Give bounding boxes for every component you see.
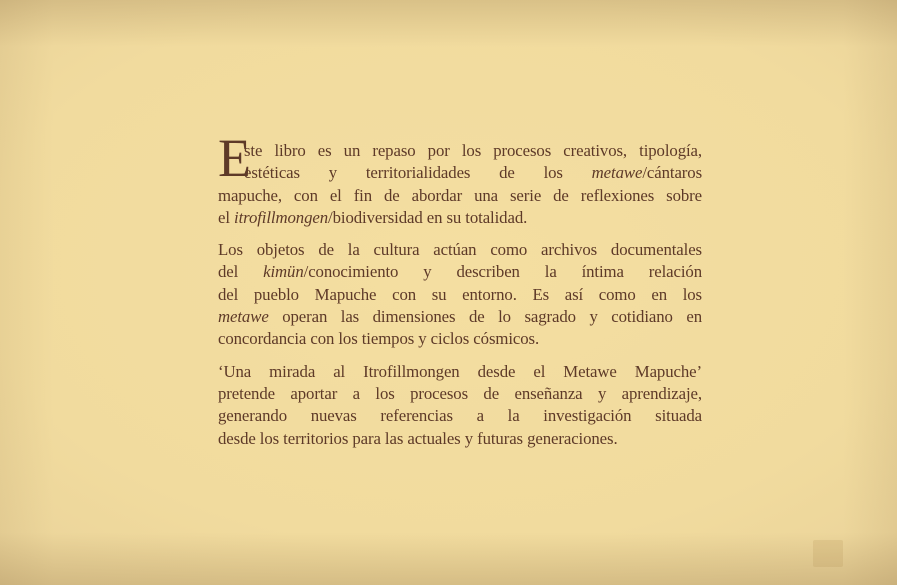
paragraph (218, 128, 702, 229)
text-line: del kimün/conocimiento y describen la íntima relación (218, 262, 703, 282)
text-line: el itrofillmongen/biodiversidad en su totalidad. (218, 207, 528, 227)
paragraph (218, 239, 702, 350)
text-line: mapuche, con el fin de abordar una serie de reflexiones sobre (218, 185, 702, 205)
drop-cap: E (218, 128, 251, 188)
text-line: pretende aportar a los procesos de enseñanza y aprendizaje, (218, 383, 702, 403)
text-line: estéticas y territorialidades de los metawe/cántaros (244, 163, 702, 183)
text-line: concordancia con los tiempos y ciclos cósmicos. (218, 329, 540, 349)
text-block (218, 128, 703, 460)
text-line: metawe operan las dimensiones de lo sagrado y cotidiano en (218, 307, 702, 327)
faded-corner-button[interactable] (813, 540, 843, 567)
text-line: ste libro es un repaso por los procesos creativos, tipología, (244, 141, 702, 160)
text-line: generando nuevas referencias a la investigación situada (218, 406, 702, 426)
text-line: ‘Una mirada al Itrofillmongen desde el Metawe Mapuche’ (218, 361, 702, 381)
text-line: Los objetos de la cultura actúan como archivos documentales (218, 240, 702, 260)
text-line: del pueblo Mapuche con su entorno. Es así como en los (218, 284, 702, 304)
paragraph (218, 361, 702, 450)
text-line: desde los territorios para las actuales y futuras generaciones. (218, 428, 618, 448)
